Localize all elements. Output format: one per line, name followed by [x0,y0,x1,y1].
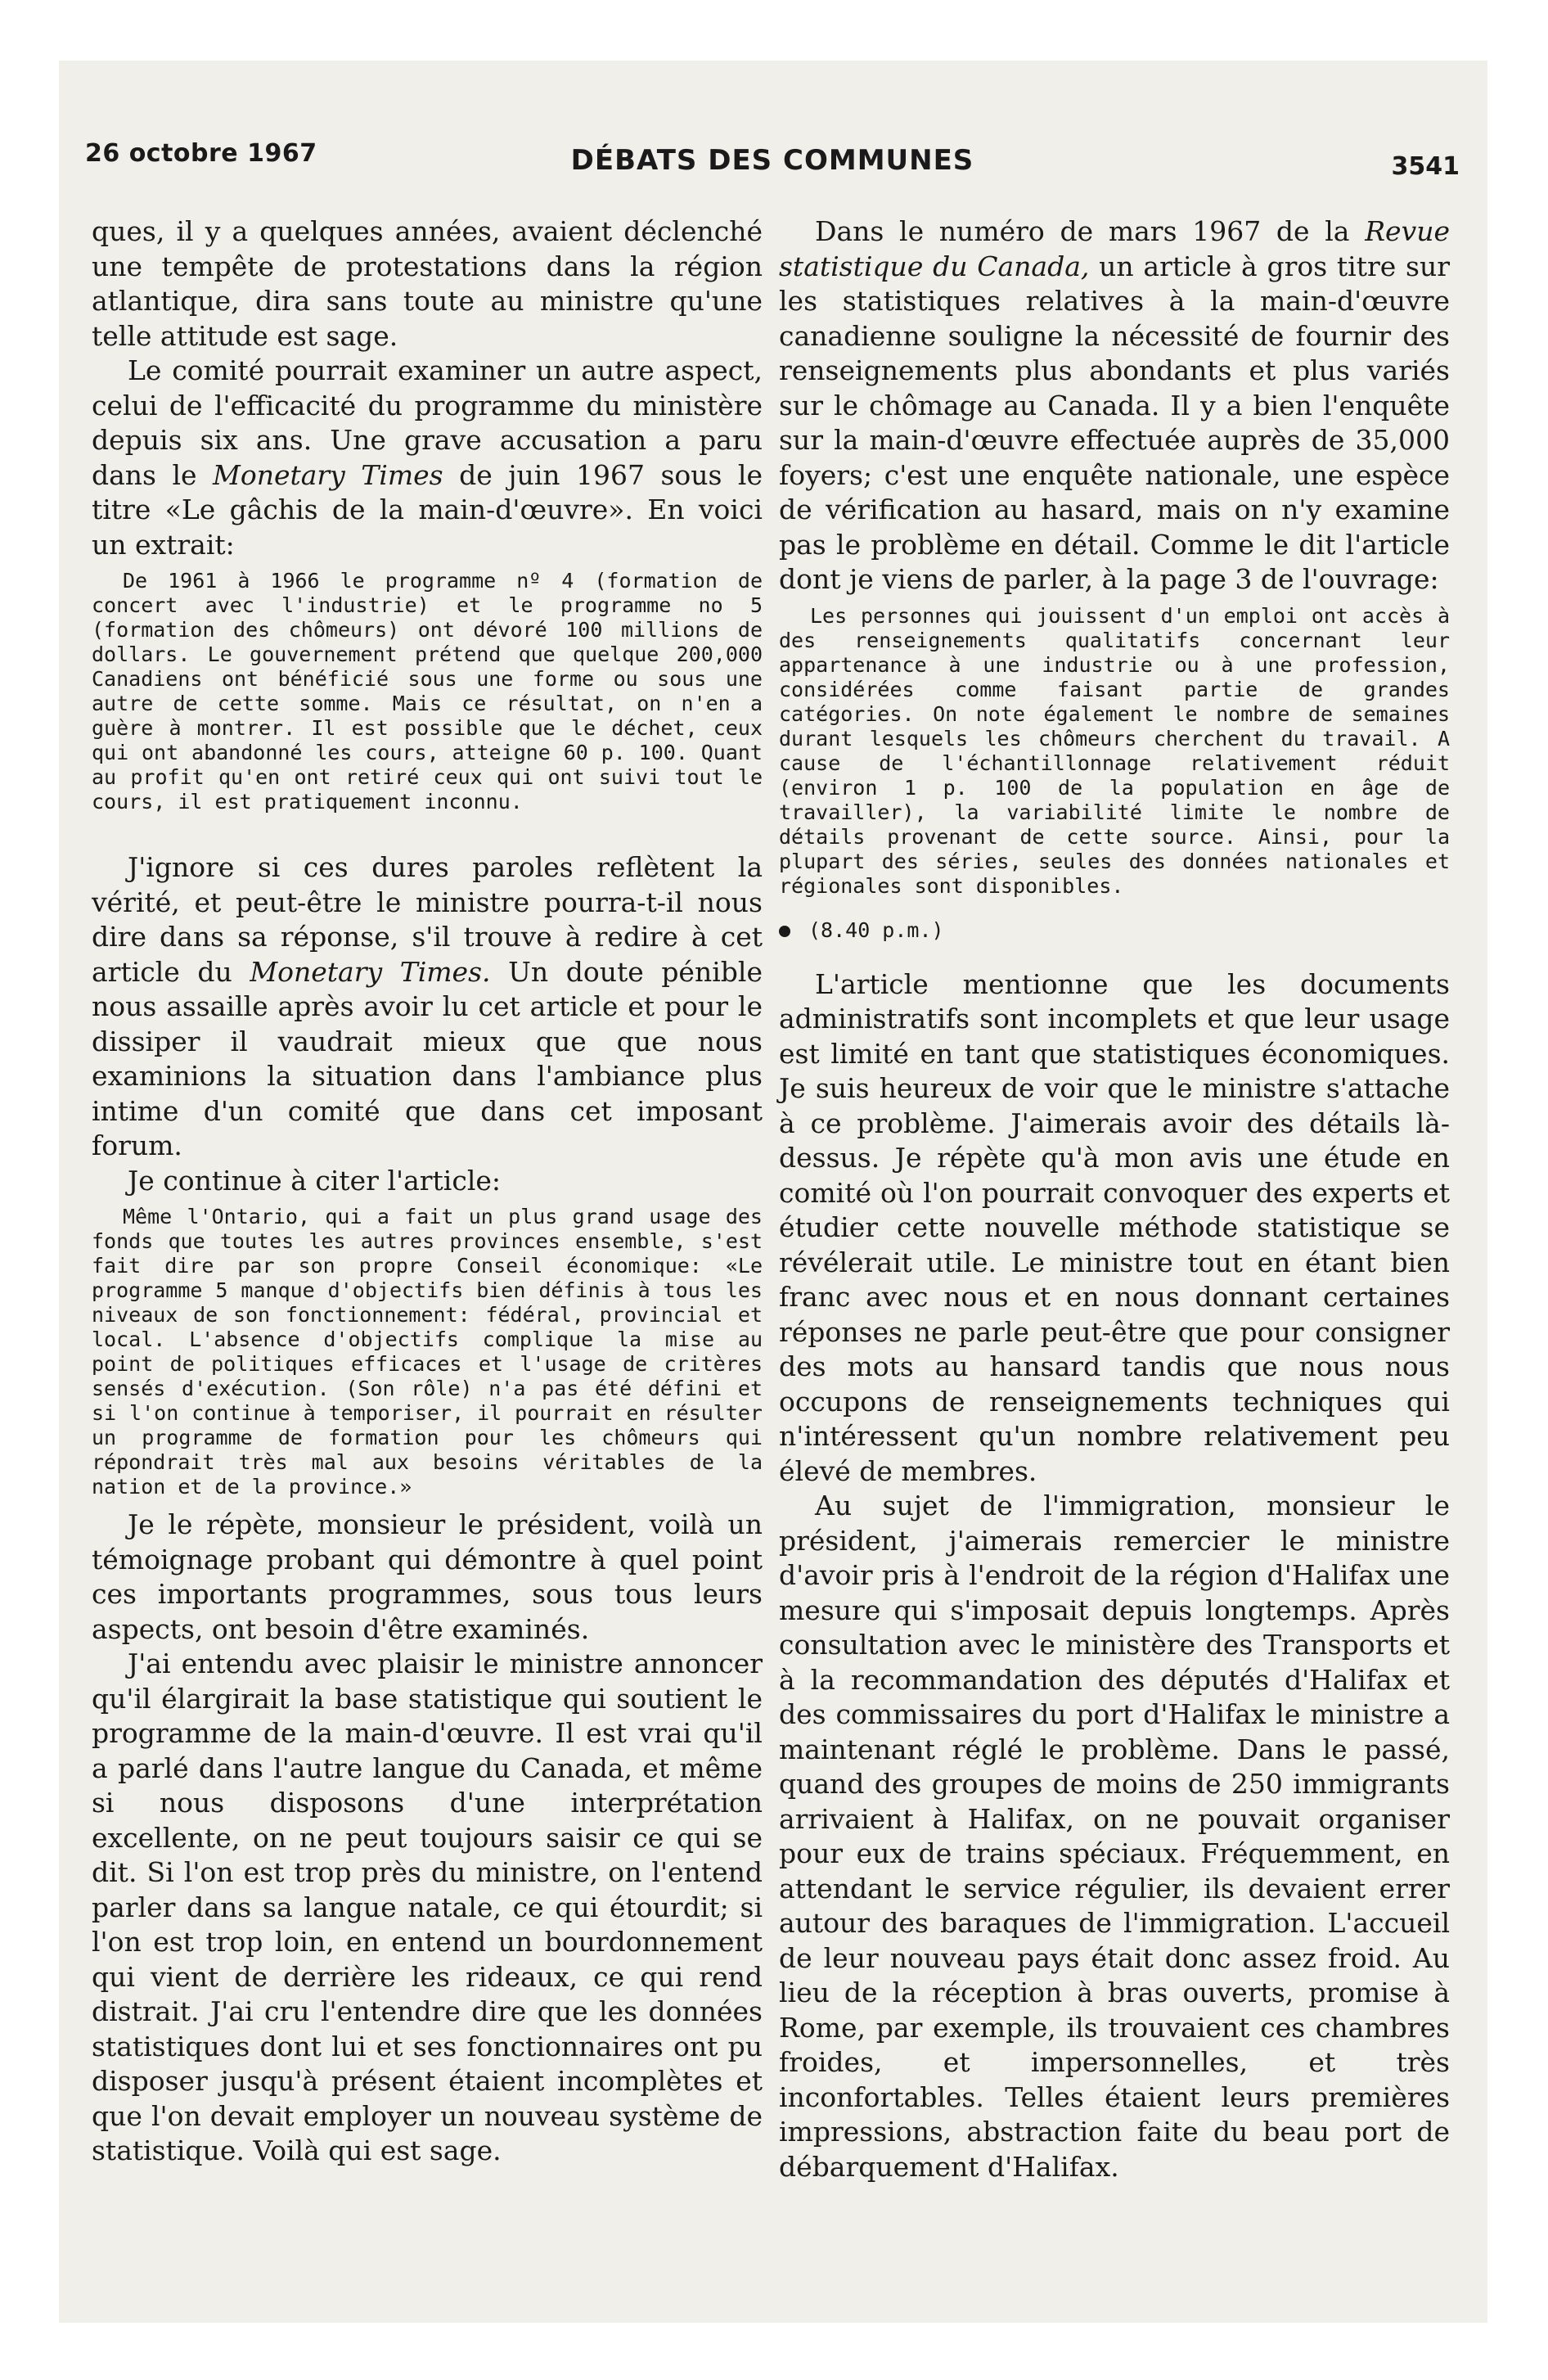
header-date: 26 octobre 1967 [85,139,317,168]
paragraph: J'ignore si ces dures paroles reflètent la vérité, et peut-être le ministre pourra-t-il nous dire dans sa réponse, s'il trouve à redire à cet article du Monetary Times. Un doute pénible nous assaille après avoir lu cet article et pour le dissiper il vaudrait mieux que que nous examinions la situation dans l'ambiance plus intime d'un comité que dans cet imposant forum. [92,851,763,1161]
page-header [85,139,1460,188]
paragraph: ques, il y a quelques années, avaient déclenché une tempête de protestations dans la région atlantique, dira sans toute au ministre qu'une telle attitude est sage. [92,215,763,352]
paragraph: J'ai entendu avec plaisir le ministre annoncer qu'il élargirait la base statistique qui soutient le programme de la main-d'œuvre. Il est vrai qu'il a parlé dans l'autre langue du Canada, et même si nous disposons d'une interprétation excellente, on ne peut toujours saisir ce qui se dit. Si l'on est trop près du ministre, on l'entend parler dans sa langue natale, ce qui étourdit; si l'on est trop loin, en entend un bourdonnement qui vient de derrière les rideaux, ce qui rend distrait. J'ai cru l'entendre dire que les données statistiques dont lui et ses fonctionnaires ont pu disposer jusqu'à présent étaient incomplètes et que l'on devait employer un nouveau système de statistique. Voilà qui est sage. [92,1648,763,2166]
header-title: DÉBATS DES COMMUNES [570,144,974,177]
paragraph: L'article mentionne que les documents administratifs sont incomplets et que leur usage est limité en tant que statistiques économiques. Je suis heureux de voir que le ministre s'attache à ce problème. J'aimerais avoir des détails là-dessus. Je répète qu'à mon avis une étude en comité où l'on pourrait convoquer des experts et étudier cette nouvelle méthode statistique se révélerait utile. Le ministre tout en étant bien franc avec nous et en nous donnant certaines réponses ne parle peut-être que pour consigner des mots au hansard tandis que nous nous occupons de renseignements techniques qui n'intéressent qu'un nombre relativement peu élevé de membres. [779,967,1450,1487]
block-quote: De 1961 à 1966 le programme nº 4 (formation de concert avec l'industrie) et le programme no 5 (formation des chômeurs) ont dévoré 100 millions de dollars. Le gouvernement prétend que quelque 200,000 Canadiens ont bénéficié sous une forme ou sous une autre de cette somme. Mais ce résultat, on n'en a guère à montrer. Il est possible que le déchet, ceux qui ont abandonné les cours, atteigne 60 p. 100. Quant au profit qu'en ont retiré ceux qui ont suivi tout le cours, il est pratiquement inconnu. [92,569,763,814]
block-quote: Même l'Ontario, qui a fait un plus grand usage des fonds que toutes les autres provinces ensemble, s'est fait dire par son propre Conseil économique: «Le programme 5 manque d'objectifs bien définis à tous les niveaux de son fonctionnement: fédéral, provincial et local. L'absence d'objectifs complique la mise au point de politiques efficaces et l'usage de critères sensés d'exécution. (Son rôle) n'a pas été défini et si l'on continue à temporiser, il pourrait en résulter un programme de formation pour les chômeurs qui répondrait très mal aux besoins véritables de la nation et de la province.» [92,1205,763,1499]
paragraph: Je le répète, monsieur le président, voilà un témoignage probant qui démontre à quel point ces importants programmes, sous tous leurs aspects, ont besoin d'être examinés. [92,1508,763,1645]
paragraph: Le comité pourrait examiner un autre aspect, celui de l'efficacité du programme du ministère depuis six ans. Une grave accusation a paru dans le Monetary Times de juin 1967 sous le titre «Le gâchis de la main-d'œuvre». En voici un extrait: [92,354,763,561]
left-column [92,214,763,2169]
block-quote: Les personnes qui jouissent d'un emploi ont accès à des renseignements qualitatifs concernant leur appartenance à une industrie ou à une profession, considérées comme faisant partie de grandes catégories. On note également le nombre de semaines durant lesquels les chômeurs cherchent du travail. A cause de l'échantillonnage relativement réduit (environ 1 p. 100 de la population en âge de travailler), la variabilité limite le nombre de détails provenant de cette source. Ainsi, pour la plupart des séries, seules des données nationales et régionales sont disponibles. [779,603,1450,898]
paragraph: Dans le numéro de mars 1967 de la Revue statistique du Canada, un article à gros titre sur les statistiques relatives à la main-d'œuvre canadienne souligne la nécessité de fournir des renseignements plus abondants et plus variés sur le chômage au Canada. Il y a bien l'enquête sur la main-d'œuvre effectuée auprès de 35,000 foyers; c'est une enquête nationale, une espèce de vérification au hasard, mais on n'y examine pas le problème en détail. Comme le dit l'article dont je viens de parler, à la page 3 de l'ouvrage: [779,215,1451,595]
paragraph: Je continue à citer l'article: [128,1164,502,1197]
time-stamp: (8.40 p.m.) [779,918,1450,943]
paragraph: Au sujet de l'immigration, monsieur le président, j'aimerais remercier le ministre d'avoir pris à l'endroit de la région d'Halifax une mesure qui s'imposait depuis longtemps. Après consultation avec le ministère des Transports et à la recommandation des députés d'Halifax et des commissaires du port d'Halifax le ministre a maintenant réglé le problème. Dans le passé, quand des groupes de moins de 250 immigrants arrivaient à Halifax, on ne pouvait organiser pour eux de trains spéciaux. Fréquemment, en attendant le service régulier, ils devaient errer autour des baraques de l'immigration. L'accueil de leur nouveau pays était donc assez froid. Au lieu de la réception à bras ouverts, promise à Rome, par exemple, ils trouvaient ces chambres froides, et impersonnelles, et très inconfortables. Telles étaient leurs premières impressions, abstraction faite du beau port de débarquement d'Halifax. [779,1490,1450,2183]
bullet-icon [779,926,790,937]
page-number: 3541 [1391,152,1460,181]
right-column [779,214,1450,2184]
